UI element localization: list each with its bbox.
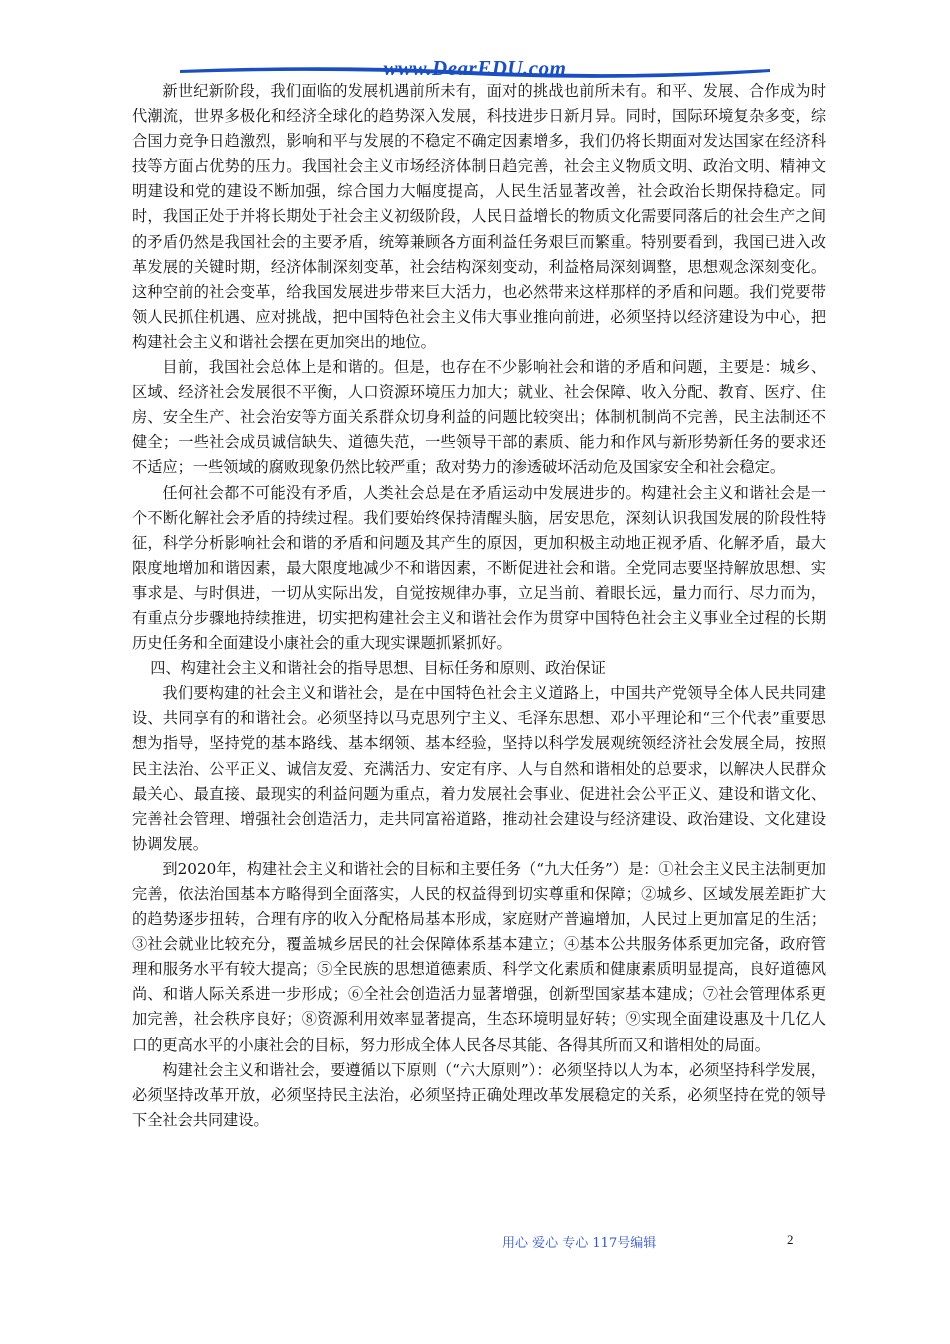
section-heading: 四、构建社会主义和谐社会的指导思想、目标任务和原则、政治保证 bbox=[150, 659, 606, 678]
footer-editor-label: 用心 爱心 专心 117号编辑 bbox=[502, 1236, 657, 1251]
paragraph-2: 目前，我国社会总体上是和谐的。但是，也存在不少影响社会和谐的矛盾和问题，主要是：城乡、区域、经济社会发展很不平衡，人口资源环境压力加大；就业、社会保障、收入分配、教育、医疗、住房、安全生产、社会治安等方面关系群众切身利益的问题比较突出；体制机制尚不完善，民主法制还不健全；一些社会成员诚信缺失、道德失范，一些领导干部的素质、能力和作风与新形势新任务的要求还不适应；一些领域的腐败现象仍然比较严重；敌对势力的渗透破坏活动危及国家安全和社会稳定。 bbox=[132, 358, 826, 477]
document-body bbox=[132, 79, 826, 1133]
page-number: 2 bbox=[787, 1232, 794, 1247]
site-logo-text[interactable]: www.DearEDU.com bbox=[383, 56, 567, 80]
paragraph-4: 我们要构建的社会主义和谐社会，是在中国特色社会主义道路上，中国共产党领导全体人民共同建设、共同享有的和谐社会。必须坚持以马克思列宁主义、毛泽东思想、邓小平理论和“三个代表”重要思想为指导，坚持党的基本路线、基本纲领、基本经验，坚持以科学发展观统领经济社会发展全局，按照民主法治、公平正义、诚信友爱、充满活力、安定有序、人与自然和谐相处的总要求，以解决人民群众最关心、最直接、最现实的利益问题为重点，着力发展社会事业、促进社会公平正义、建设和谐文化、完善社会管理、增强社会创造活力，走共同富裕道路，推动社会建设与经济建设、政治建设、文化建设协调发展。 bbox=[132, 684, 826, 853]
paragraph-5: 到2020年，构建社会主义和谐社会的目标和主要任务（“九大任务”）是：①社会主义民主法制更加完善，依法治国基本方略得到全面落实，人民的权益得到切实尊重和保障；②城乡、区域发展差距扩大的趋势逐步扭转，合理有序的收入分配格局基本形成，家庭财产普遍增加，人民过上更加富足的生活；③社会就业比较充分，覆盖城乡居民的社会保障体系基本建立；④基本公共服务体系更加完备，政府管理和服务水平有较大提高；⑤全民族的思想道德素质、科学文化素质和健康素质明显提高，良好道德风尚、和谐人际关系进一步形成；⑥全社会创造活力显著增强，创新型国家基本建成；⑦社会管理体系更加完善，社会秩序良好；⑧资源利用效率显著提高，生态环境明显好转；⑨实现全面建设惠及十几亿人口的更高水平的小康社会的目标，努力形成全体人民各尽其能、各得其所而又和谐相处的局面。 bbox=[132, 859, 826, 1054]
paragraph-6: 构建社会主义和谐社会，要遵循以下原则（“六大原则”）：必须坚持以人为本，必须坚持科学发展，必须坚持改革开放，必须坚持民主法治，必须坚持正确处理改革发展稳定的关系，必须坚持在党的领导下全社会共同建设。 bbox=[132, 1060, 826, 1129]
paragraph-3: 任何社会都不可能没有矛盾，人类社会总是在矛盾运动中发展进步的。构建社会主义和谐社会是一个不断化解社会矛盾的持续过程。我们要始终保持清醒头脑，居安思危，深刻认识我国发展的阶段性特征，科学分析影响社会和谐的矛盾和问题及其产生的原因，更加积极主动地正视矛盾、化解矛盾，最大限度地增加和谐因素，最大限度地减少不和谐因素，不断促进社会和谐。全党同志要坚持解放思想、实事求是、与时俱进，一切从实际出发，自觉按规律办事，立足当前、着眼长远，量力而行、尽力而为，有重点分步骤地持续推进，切实把构建社会主义和谐社会作为贯穿中国特色社会主义事业全过程的长期历史任务和全面建设小康社会的重大现实课题抓紧抓好。 bbox=[132, 483, 826, 653]
paragraph-1: 新世纪新阶段，我们面临的发展机遇前所未有，面对的挑战也前所未有。和平、发展、合作成为时代潮流，世界多极化和经济全球化的趋势深入发展，科技进步日新月异。同时，国际环境复杂多变，综合国力竞争日趋激烈，影响和平与发展的不稳定不确定因素增多，我们仍将长期面对发达国家在经济科技等方面占优势的压力。我国社会主义市场经济体制日趋完善，社会主义物质文明、政治文明、精神文明建设和党的建设不断加强，综合国力大幅度提高，人民生活显著改善，社会政治长期保持稳定。同时，我国正处于并将长期处于社会主义初级阶段，人民日益增长的物质文化需要同落后的社会生产之间的矛盾仍然是我国社会的主要矛盾，统筹兼顾各方面利益任务艰巨而繁重。特别要看到，我国已进入改革发展的关键时期，经济体制深刻变革，社会结构深刻变动，利益格局深刻调整，思想观念深刻变化。这种空前的社会变革，给我国发展进步带来巨大活力，也必然带来这样那样的矛盾和问题。我们党要带领人民抓住机遇、应对挑战，把中国特色社会主义伟大事业推向前进，必须坚持以经济建设为中心，把构建社会主义和谐社会摆在更加突出的地位。 bbox=[132, 82, 826, 351]
